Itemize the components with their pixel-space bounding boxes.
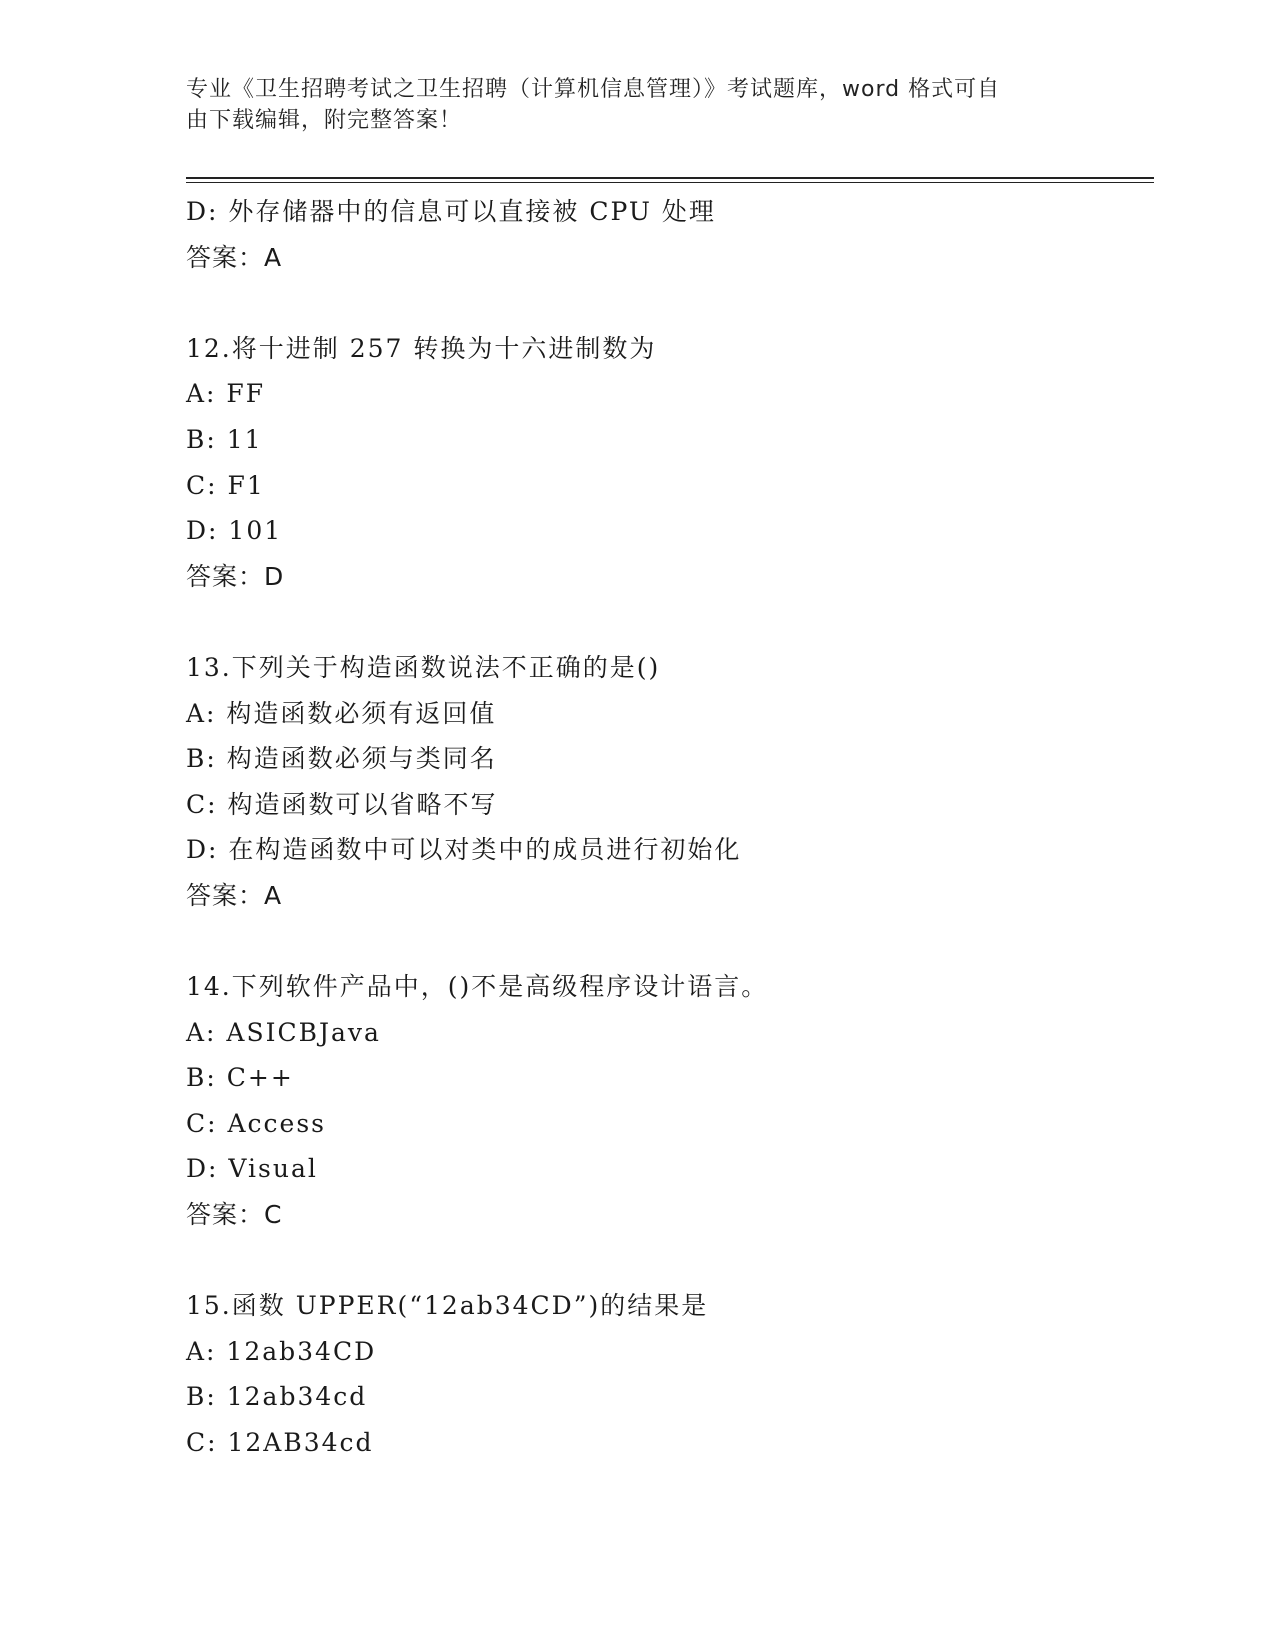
question-14 <box>186 964 1146 1238</box>
q13-option-c: C: 构造函数可以省略不写 <box>186 789 498 819</box>
q14-option-d: D: Visual <box>186 1154 318 1184</box>
header-line-2: 由下载编辑，附完整答案！ <box>186 108 463 133</box>
q13-answer: 答案：A <box>186 880 283 910</box>
q14-stem: 14.下列软件产品中，()不是高级程序设计语言。 <box>186 972 769 1002</box>
q15-option-c: C: 12AB34cd <box>186 1428 374 1458</box>
question-15 <box>186 1283 1146 1465</box>
q12-option-d: D: 101 <box>186 516 283 546</box>
question-spacer <box>186 1238 1146 1284</box>
q14-answer: 答案：C <box>186 1200 283 1230</box>
q15-option-a: A: 12ab34CD <box>186 1336 377 1366</box>
q15-option-b: B: 12ab34cd <box>186 1382 368 1412</box>
q15-stem: 15.函数 UPPER(“12ab34CD”)的结果是 <box>186 1291 709 1321</box>
document-header <box>186 74 1066 136</box>
q14-option-b: B: C++ <box>186 1063 294 1093</box>
q12-option-b: B: 11 <box>186 424 263 454</box>
question-spacer <box>186 280 1146 326</box>
q12-answer: 答案：D <box>186 561 285 591</box>
q13-option-b: B: 构造函数必须与类同名 <box>186 744 497 774</box>
question-13 <box>186 645 1146 919</box>
question-spacer <box>186 919 1146 965</box>
q13-stem: 13.下列关于构造函数说法不正确的是() <box>186 652 661 682</box>
q14-option-c: C: Access <box>186 1108 327 1138</box>
q13-option-a: A: 构造函数必须有返回值 <box>186 698 497 728</box>
question-list <box>186 189 1146 1466</box>
q11-answer: 答案：A <box>186 242 283 272</box>
header-line-1: 专业《卫生招聘考试之卫生招聘（计算机信息管理）》考试题库，word 格式可自 <box>186 77 1001 102</box>
q13-option-d: D: 在构造函数中可以对类中的成员进行初始化 <box>186 835 742 865</box>
q12-stem: 12.将十进制 257 转换为十六进制数为 <box>186 333 657 363</box>
q11-option-d: D: 外存储器中的信息可以直接被 CPU 处理 <box>186 197 716 226</box>
header-divider-thick <box>186 177 1154 179</box>
header-divider-thin <box>186 182 1154 183</box>
question-spacer <box>186 599 1146 645</box>
q12-option-c: C: F1 <box>186 470 265 500</box>
q14-option-a: A: ASICBJava <box>186 1017 381 1047</box>
question-12 <box>186 326 1146 600</box>
q12-option-a: A: FF <box>186 379 266 409</box>
